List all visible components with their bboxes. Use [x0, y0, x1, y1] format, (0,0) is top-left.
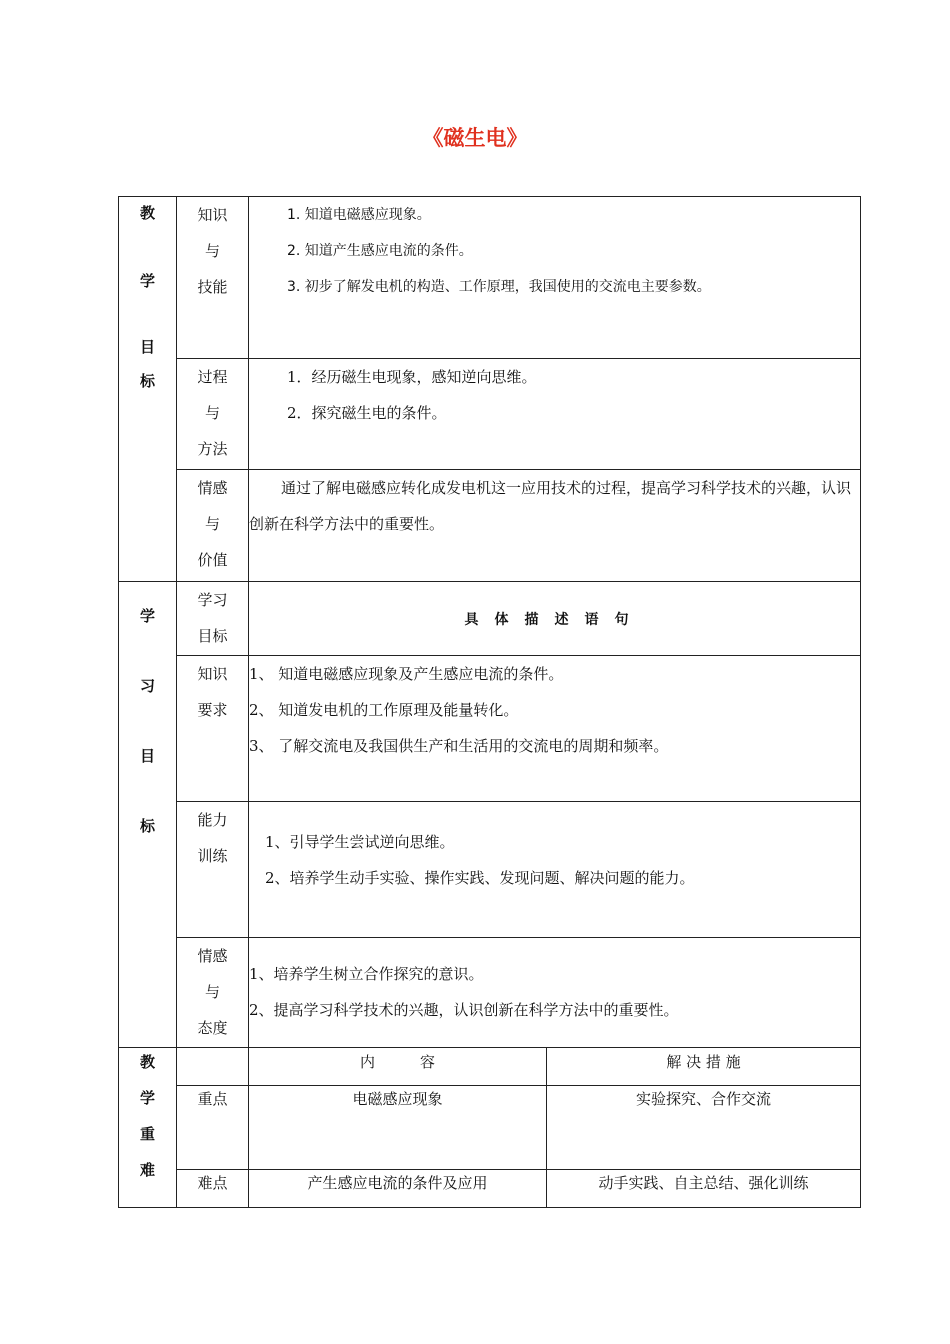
learning-goal-header-label: 学习 目标	[177, 582, 249, 656]
key-point-measures: 实验探究、合作交流	[547, 1086, 861, 1170]
emotion-value-label: 情感 与 价值	[177, 470, 249, 582]
emotion-attitude-content: 1、培养学生树立合作探究的意识。 2、提高学习科学技术的兴趣，认识创新在科学方法中的重要性。	[249, 938, 861, 1048]
process-method-label: 过程 与 方法	[177, 359, 249, 470]
knowledge-skills-content: 1. 知道电磁感应现象。 2. 知道产生感应电流的条件。 3. 初步了解发电机的构造、工作原理，我国使用的交流电主要参数。	[249, 197, 861, 359]
difficulty-measures: 动手实践、自主总结、强化训练	[547, 1170, 861, 1208]
measures-column-header: 解 决 措 施	[547, 1048, 861, 1086]
lesson-plan-table	[118, 196, 861, 1208]
key-point-label: 重点	[177, 1086, 249, 1170]
ability-training-content: 1、引导学生尝试逆向思维。 2、培养学生动手实验、操作实践、发现问题、解决问题的能力。	[249, 802, 861, 938]
key-point-content: 电磁感应现象	[249, 1086, 547, 1170]
process-method-content: 1．经历磁生电现象，感知逆向思维。 2．探究磁生电的条件。	[249, 359, 861, 470]
knowledge-requirement-label: 知识 要求	[177, 656, 249, 802]
key-points-category: 教 学 重 难	[119, 1048, 177, 1208]
knowledge-skills-label: 知识 与 技能	[177, 197, 249, 359]
knowledge-requirement-content: 1、 知道电磁感应现象及产生感应电流的条件。 2、 知道发电机的工作原理及能量转化。 3、 了解交流电及我国供生产和生活用的交流电的周期和频率。	[249, 656, 861, 802]
emotion-value-content: 通过了解电磁感应转化成发电机这一应用技术的过程，提高学习科学技术的兴趣，认识创新在科学方法中的重要性。	[249, 470, 861, 582]
difficulty-label: 难点	[177, 1170, 249, 1208]
emotion-attitude-label: 情感 与 态度	[177, 938, 249, 1048]
description-header: 具体描述语句	[249, 582, 861, 656]
key-points-corner	[177, 1048, 249, 1086]
difficulty-content: 产生感应电流的条件及应用	[249, 1170, 547, 1208]
learning-goals-category: 学 习 目 标	[119, 582, 177, 1048]
teaching-goals-category: 教 学 目 标	[119, 197, 177, 582]
content-column-header: 内 容	[249, 1048, 547, 1086]
page-title: 《磁生电》	[422, 126, 528, 150]
ability-training-label: 能力 训练	[177, 802, 249, 938]
